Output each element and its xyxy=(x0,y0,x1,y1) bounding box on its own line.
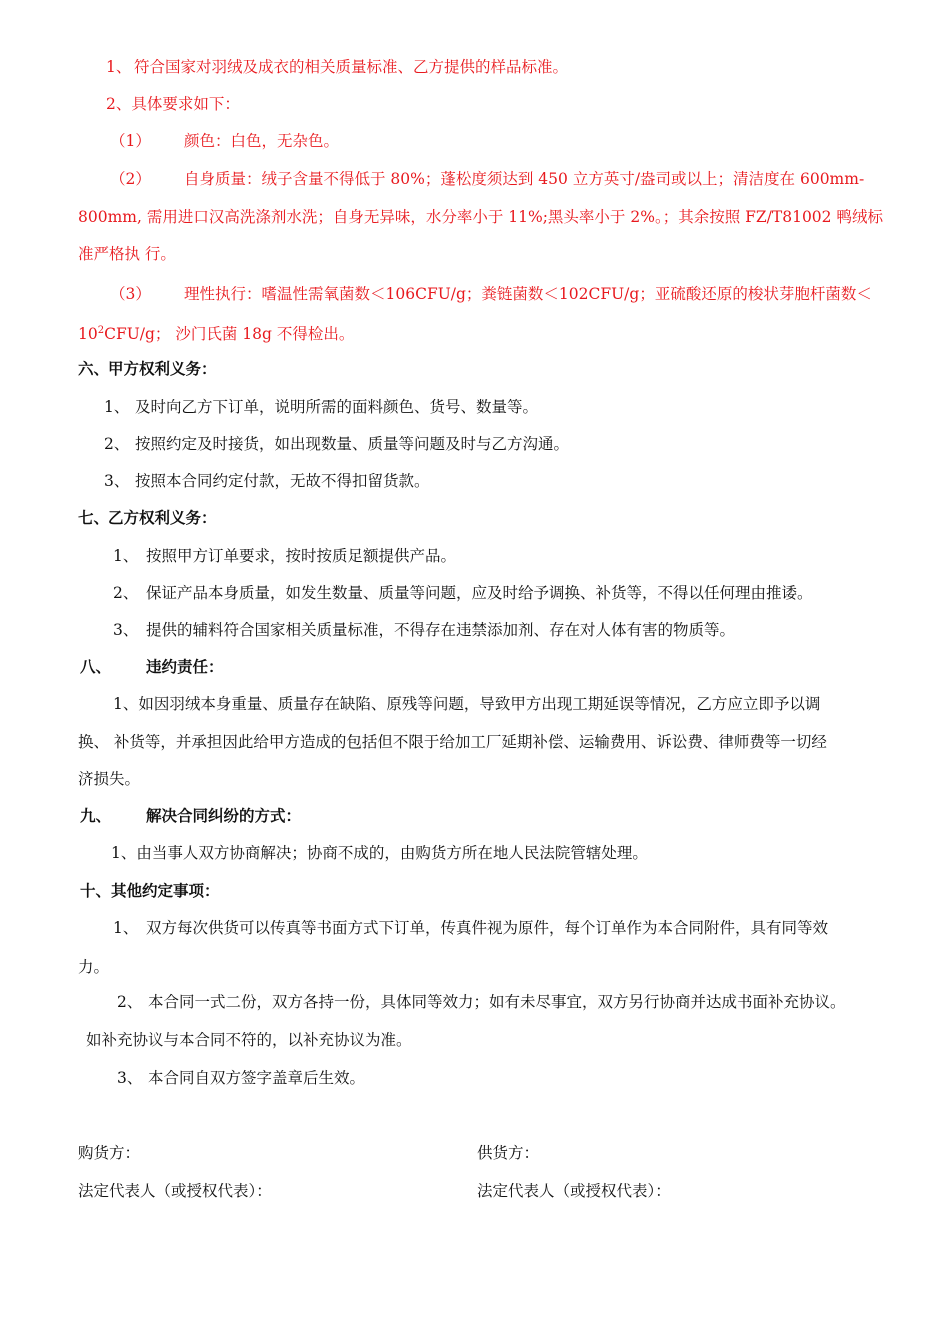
item-text: 双方每次供货可以传真等书面方式下订单，传真件视为原件，每个订单作为本合同附件，具有同等效 xyxy=(146,919,829,937)
sub-text: 颜色：白色，无杂色。 xyxy=(184,132,340,150)
item-text: 2、具体要求如下： xyxy=(106,95,240,113)
item-text: 力。 xyxy=(78,958,110,976)
item-number: 1、 xyxy=(104,398,130,416)
section-number: 七、 xyxy=(78,508,110,527)
item-text: 及时向乙方下订单，说明所需的面料颜色、货号、数量等。 xyxy=(135,398,539,416)
item-text: 提供的辅料符合国家相关质量标准，不得存在违禁添加剂、存在对人体有害的物质等。 xyxy=(146,621,736,639)
item-number: 2、 xyxy=(104,435,130,453)
sub-text: 准严格执 行。 xyxy=(78,245,176,263)
section-title: 解决合同纠纷的方式： xyxy=(146,806,302,825)
section-number: 八、 xyxy=(80,657,112,676)
item-text: 如补充协议与本合同不符的，以补充协议为准。 xyxy=(86,1031,412,1049)
paragraph-text: 换、 补货等，并承担因此给甲方造成的包括但不限于给加工厂延期补偿、运输费用、诉讼费、律师费等一切经 xyxy=(78,733,827,751)
item-number: 1、 xyxy=(106,58,132,76)
section-title: 甲方权利义务： xyxy=(108,359,217,378)
paragraph-text: 1、由当事人双方协商解决；协商不成的，由购货方所在地人民法院管辖处理。 xyxy=(111,844,648,862)
buyer-label: 购货方： xyxy=(78,1144,141,1162)
item-text: 按照约定及时接货，如出现数量、质量等问题及时与乙方沟通。 xyxy=(135,435,570,453)
section-title: 乙方权利义务： xyxy=(108,508,217,527)
sub-text-superscript: 2 xyxy=(97,325,105,336)
item-text: 按照本合同约定付款，无故不得扣留货款。 xyxy=(135,472,430,490)
item-number: 1、 xyxy=(113,547,139,565)
section-title: 违约责任： xyxy=(146,657,224,676)
sub-text xyxy=(78,320,354,345)
paragraph-text: 济损失。 xyxy=(78,770,141,788)
sub-text-rest: CFU/g； 沙门氏菌 18g 不得检出。 xyxy=(104,325,355,344)
supplier-representative-label: 法定代表人（或授权代表）： xyxy=(477,1182,671,1200)
section-number: 六、 xyxy=(78,359,110,378)
sub-number: （1） xyxy=(110,132,151,150)
section-number: 九、 xyxy=(80,806,112,825)
item-number: 2、 xyxy=(117,993,143,1011)
sub-text: 800mm, 需用进口汉高洗涤剂水洗；自身无异味，水分率小于 11%;黑头率小于 2%。；其余按照 FZ/T81002 鸭绒标 xyxy=(78,208,883,226)
item-number: 1、 xyxy=(113,919,139,937)
item-text: 按照甲方订单要求，按时按质足额提供产品。 xyxy=(146,547,457,565)
supplier-label: 供货方： xyxy=(477,1144,540,1162)
item-number: 3、 xyxy=(113,621,139,639)
section-title: 十、其他约定事项： xyxy=(80,881,220,900)
item-text: 本合同一式二份，双方各持一份，具体同等效力；如有未尽事宜，双方另行协商并达成书面补充协议。 xyxy=(148,993,846,1011)
sub-text: 自身质量：绒子含量不得低于 80%；蓬松度须达到 450 立方英寸/盎司或以上；清洁度在 600mm- xyxy=(184,170,865,188)
item-number: 2、 xyxy=(113,584,139,602)
sub-text: 理性执行：嗜温性需氧菌数＜106CFU/g；粪链菌数＜102CFU/g；亚硫酸还原的梭状芽胞杆菌数＜ xyxy=(184,285,872,303)
sub-number: （3） xyxy=(110,285,151,303)
buyer-representative-label: 法定代表人（或授权代表）： xyxy=(78,1182,272,1200)
item-number: 3、 xyxy=(104,472,130,490)
sub-number: （2） xyxy=(110,170,151,188)
item-number: 3、 xyxy=(117,1069,143,1087)
paragraph-text: 1、如因羽绒本身重量、质量存在缺陷、原残等问题，导致甲方出现工期延误等情况，乙方应立即予以调 xyxy=(113,695,821,713)
sub-text-base: 10 xyxy=(78,325,98,344)
item-text: 符合国家对羽绒及成衣的相关质量标准、乙方提供的样品标准。 xyxy=(134,58,569,76)
item-text: 本合同自双方签字盖章后生效。 xyxy=(148,1069,366,1087)
item-text: 保证产品本身质量，如发生数量、质量等问题，应及时给予调换、补货等，不得以任何理由推诿。 xyxy=(146,584,813,602)
